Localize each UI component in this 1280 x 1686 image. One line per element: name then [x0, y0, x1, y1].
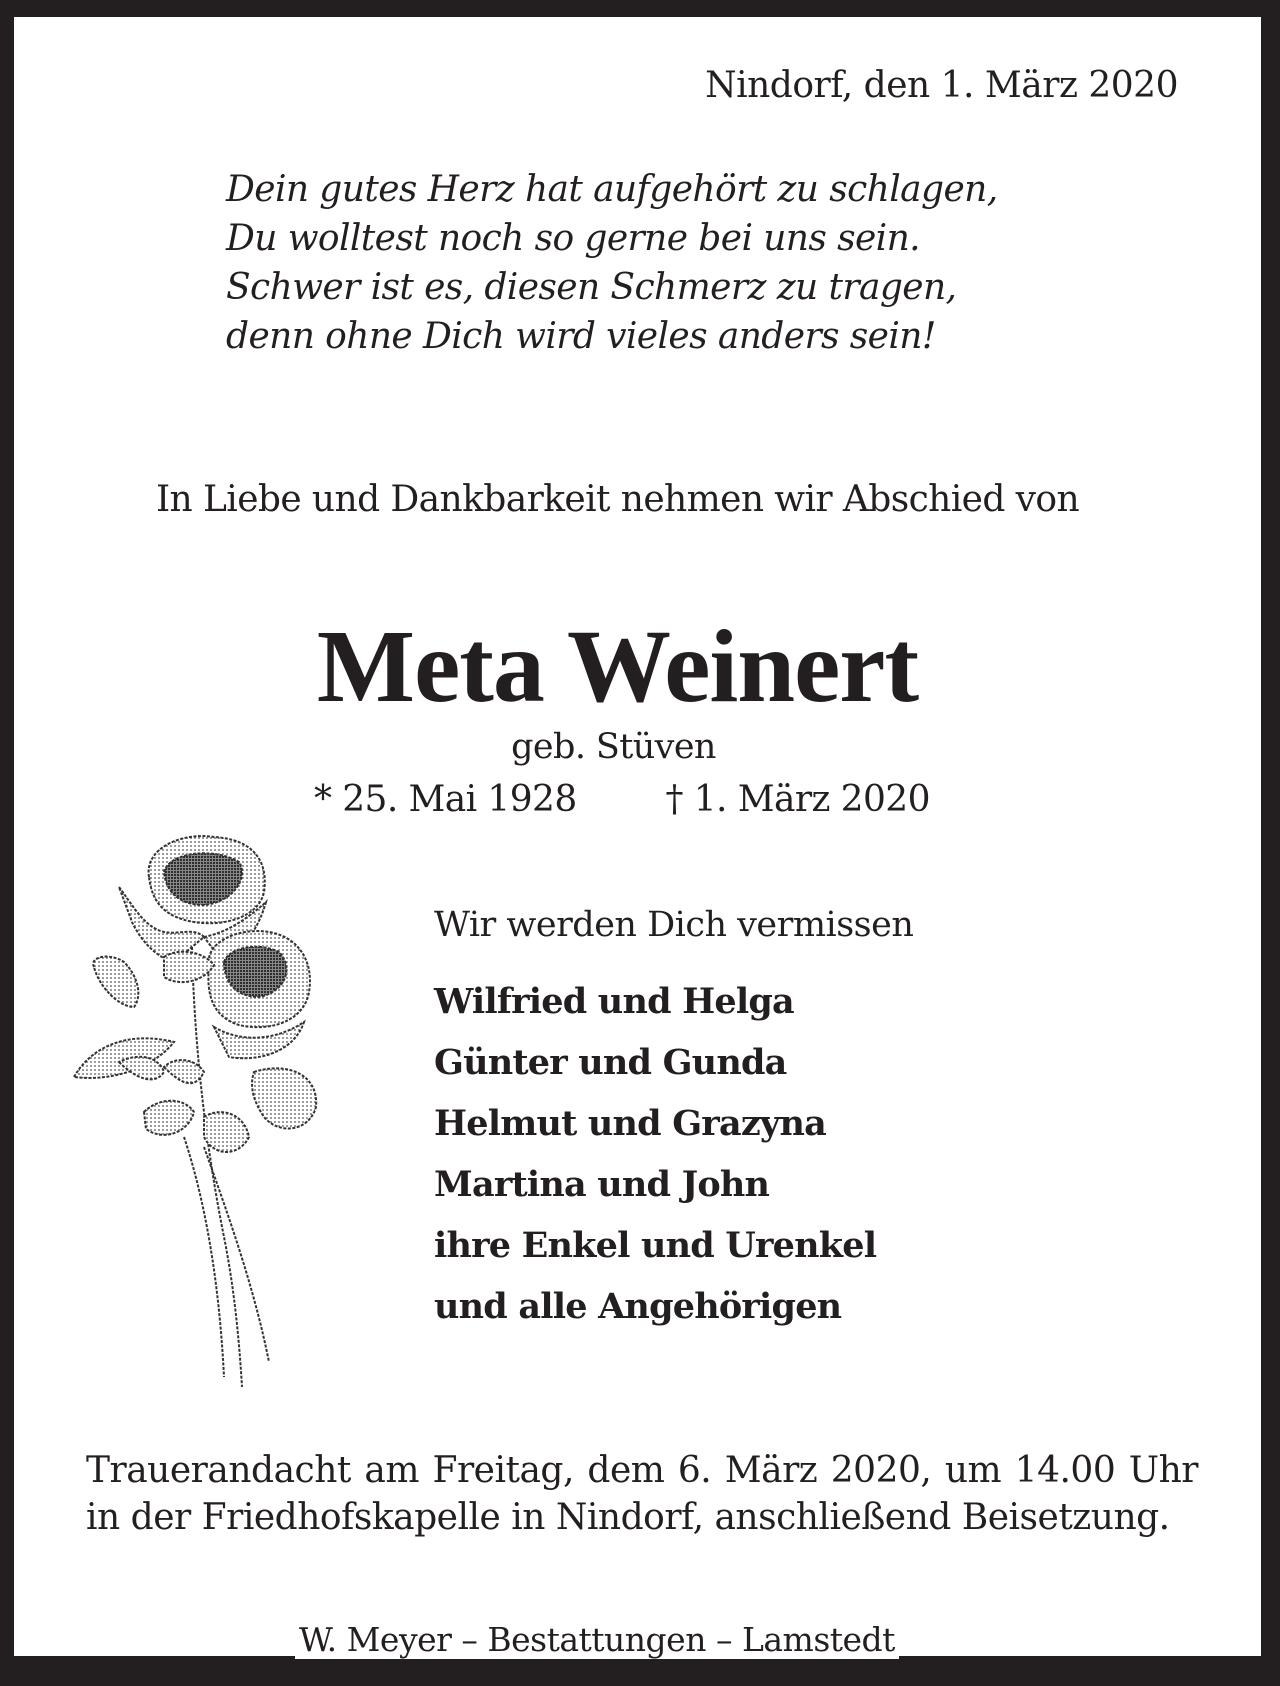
poem-line: Dein gutes Herz hat aufgehört zu schlagen,: [226, 169, 998, 210]
deceased-name: Meta Weinert: [316, 609, 919, 724]
mourner-entry: Günter und Gunda: [434, 1042, 787, 1083]
mourner-entry: und alle Angehörigen: [434, 1286, 842, 1327]
poem: [226, 165, 998, 361]
poem-line: denn ohne Dich wird vieles anders sein!: [226, 316, 936, 357]
mourners-section: [434, 905, 913, 1337]
frame-bottom: [0, 1656, 1280, 1686]
maiden-name: geb. Stüven: [511, 727, 716, 767]
poem-line: Schwer ist es, diesen Schmerz zu tragen,: [226, 267, 957, 308]
place-date: Nindorf, den 1. März 2020: [705, 65, 1178, 106]
funeral-home-footer: W. Meyer – Bestattungen – Lamstedt: [295, 1620, 899, 1659]
life-dates: [314, 779, 930, 820]
mourner-entry: Martina und John: [434, 1164, 770, 1205]
birth-date: * 25. Mai 1928: [314, 779, 577, 820]
mourners-lead: Wir werden Dich vermissen: [434, 905, 914, 945]
obituary-card: [14, 17, 1261, 1667]
rose-illustration-icon: [54, 817, 324, 1407]
intro-text: In Liebe und Dankbarkeit nehmen wir Abschied von: [155, 479, 1080, 520]
mourner-entry: Wilfried und Helga: [434, 981, 794, 1022]
mourner-entry: Helmut und Grazyna: [434, 1103, 826, 1144]
poem-line: Du wolltest noch so gerne bei uns sein.: [226, 218, 921, 259]
service-info: Trauerandacht am Freitag, dem 6. März 2020, um 14.00 Uhr in der Friedhofskapelle in Nindorf, anschließend Beisetzung.: [86, 1450, 1198, 1538]
mourner-entry: ihre Enkel und Urenkel: [434, 1225, 877, 1266]
death-date: † 1. März 2020: [665, 779, 930, 820]
